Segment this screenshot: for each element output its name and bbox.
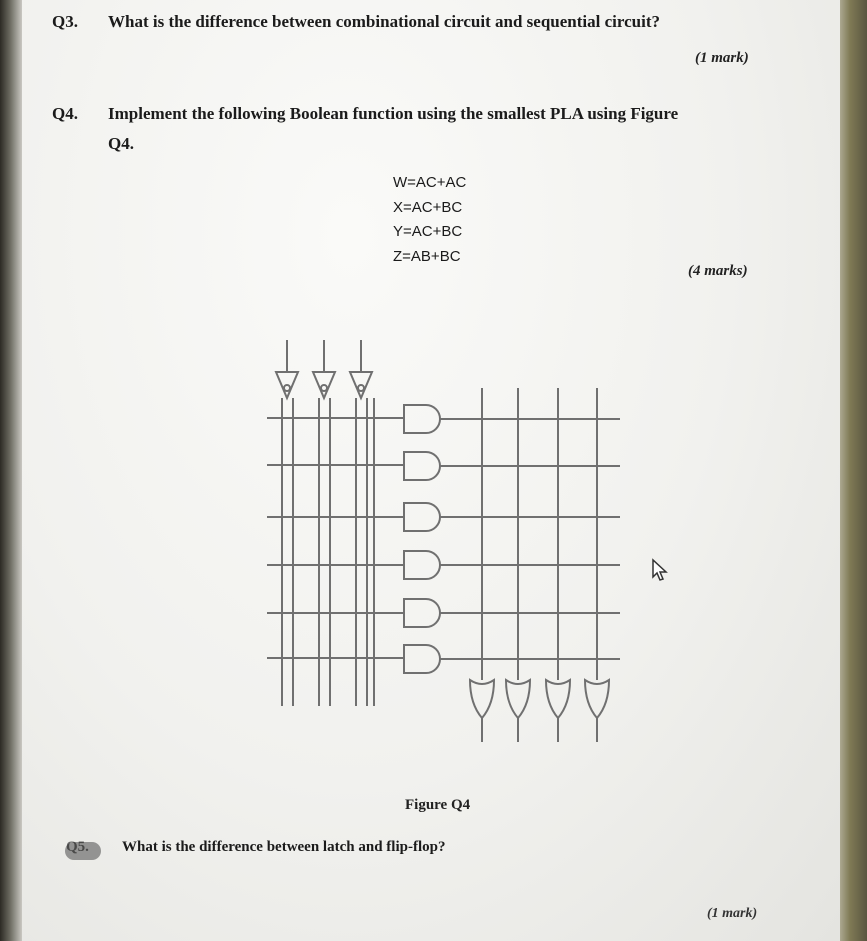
q4-marks: (4 marks) bbox=[688, 263, 748, 279]
and-gate-3 bbox=[404, 503, 440, 531]
or-gate-1 bbox=[470, 680, 494, 718]
q4-text-line2: Q4. bbox=[108, 134, 134, 153]
q3-text: What is the difference between combinational circuit and sequential circuit? bbox=[108, 12, 660, 31]
equation-w: W=AC+AC bbox=[393, 174, 467, 191]
input-buffer-b bbox=[313, 372, 335, 398]
q5-marks: (1 mark) bbox=[707, 906, 758, 921]
input-buffer-a bbox=[276, 372, 298, 398]
q5-number: Q5. bbox=[66, 839, 89, 855]
cursor-arrow-icon bbox=[651, 558, 671, 582]
equation-z: Z=AB+BC bbox=[393, 247, 461, 265]
and-gate-1 bbox=[404, 405, 440, 433]
q5-text: What is the difference between latch and flip-flop? bbox=[122, 839, 446, 855]
and-gate-6 bbox=[404, 645, 440, 673]
or-gate-4 bbox=[585, 680, 609, 718]
figure-caption: Figure Q4 bbox=[405, 797, 471, 813]
equation-x: X=AC+BC bbox=[393, 198, 463, 216]
or-gate-3 bbox=[546, 680, 570, 718]
equation-y: Y=AC+BC bbox=[393, 223, 463, 240]
q3-number: Q3. bbox=[52, 12, 78, 31]
q4-number: Q4. bbox=[52, 104, 78, 123]
q3-marks: (1 mark) bbox=[695, 50, 749, 66]
and-gate-4 bbox=[404, 551, 440, 579]
or-gate-2 bbox=[506, 680, 530, 718]
input-buffer-c bbox=[350, 372, 372, 398]
q4-text-line1: Implement the following Boolean function using the smallest PLA using Figure bbox=[108, 104, 679, 123]
and-gate-5 bbox=[404, 599, 440, 627]
and-gate-2 bbox=[404, 452, 440, 480]
